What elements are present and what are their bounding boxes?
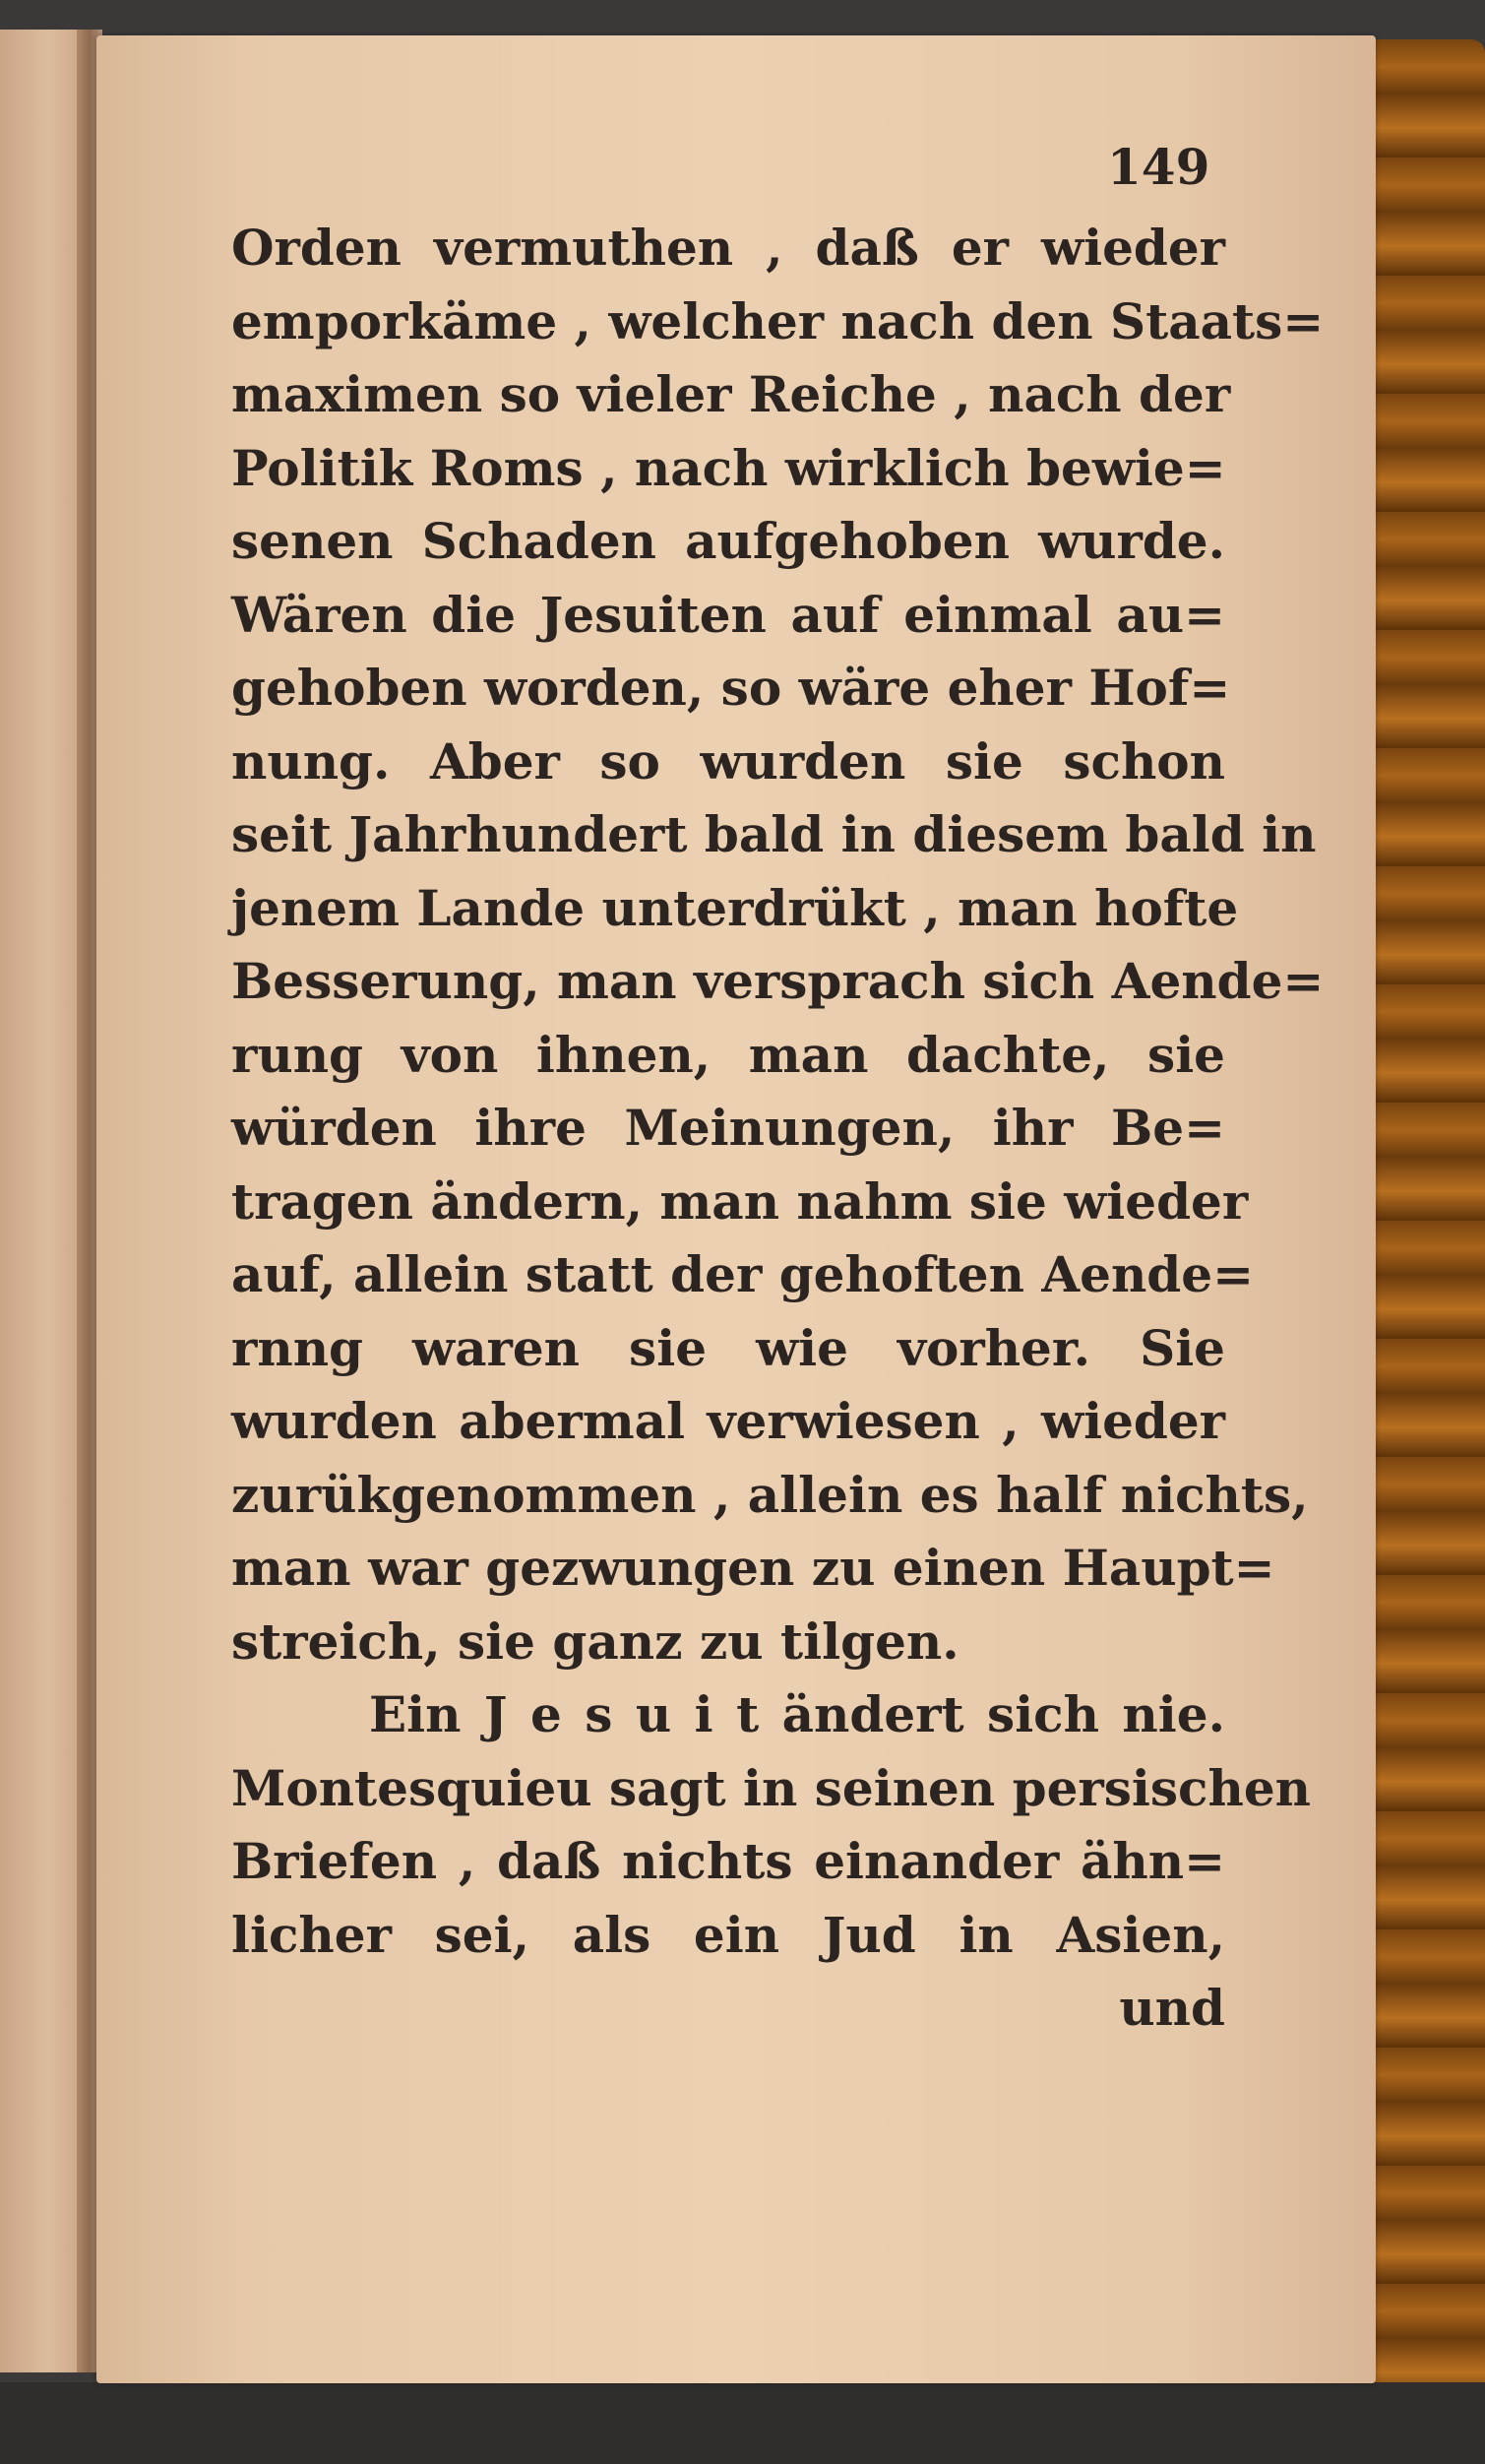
text-line: jenem Lande unterdrükt , man hofte (231, 878, 1239, 937)
text-line: zurükgenommen , allein es half nichts, (231, 1465, 1309, 1524)
text-line: Besserung, man versprach sich Aende= (231, 952, 1325, 1010)
text-line: würden ihre Meinungen, ihr Be= (231, 1099, 1225, 1157)
text-line: emporkäme , welcher nach den Staats= (231, 291, 1325, 350)
text-line: Briefen , daß nichts einander ähn= (231, 1832, 1225, 1890)
catchword: und (1119, 1979, 1225, 2037)
text-line: auf, allein statt der gehoften Aende= (231, 1245, 1254, 1303)
text-line: senen Schaden aufgehoben wurde. (231, 512, 1225, 570)
text-line: rung von ihnen, man dachte, sie (231, 1025, 1225, 1084)
previous-page-edge (0, 30, 89, 2372)
text-line: maximen so vieler Reiche , nach der (231, 365, 1231, 423)
text-line: Ein J e s u i t ändert sich nie. (369, 1685, 1225, 1743)
text-line: gehoben worden, so wäre eher Hof= (231, 659, 1231, 717)
scan-background-top (0, 0, 1485, 39)
text-line: Politik Roms , nach wirklich bewie= (231, 438, 1226, 497)
text-line: tragen ändern, man nahm sie wieder (231, 1171, 1249, 1231)
page-text (231, 212, 1325, 2046)
text-line: Montesquieu sagt in seinen persischen (231, 1758, 1311, 1817)
text-line: licher sei, als ein Jud in Asien, (231, 1905, 1225, 1964)
text-line: streich, sie ganz zu tilgen. (231, 1611, 959, 1671)
text-line: man war gezwungen zu einen Haupt= (231, 1539, 1275, 1597)
text-line: wurden abermal verwiesen , wieder (231, 1392, 1225, 1450)
text-line: seit Jahrhundert bald in diesem bald in (231, 805, 1317, 863)
book-cover (1368, 39, 1485, 2441)
text-line: Orden vermuthen , daß er wieder (231, 219, 1225, 277)
text-line: nung. Aber so wurden sie schon (231, 731, 1225, 790)
text-line: rnng waren sie wie vorher. Sie (231, 1318, 1225, 1377)
scan-background-bottom (0, 2382, 1485, 2464)
page-number: 149 (1107, 138, 1210, 196)
text-line: Wären die Jesuiten auf einmal au= (231, 585, 1225, 644)
